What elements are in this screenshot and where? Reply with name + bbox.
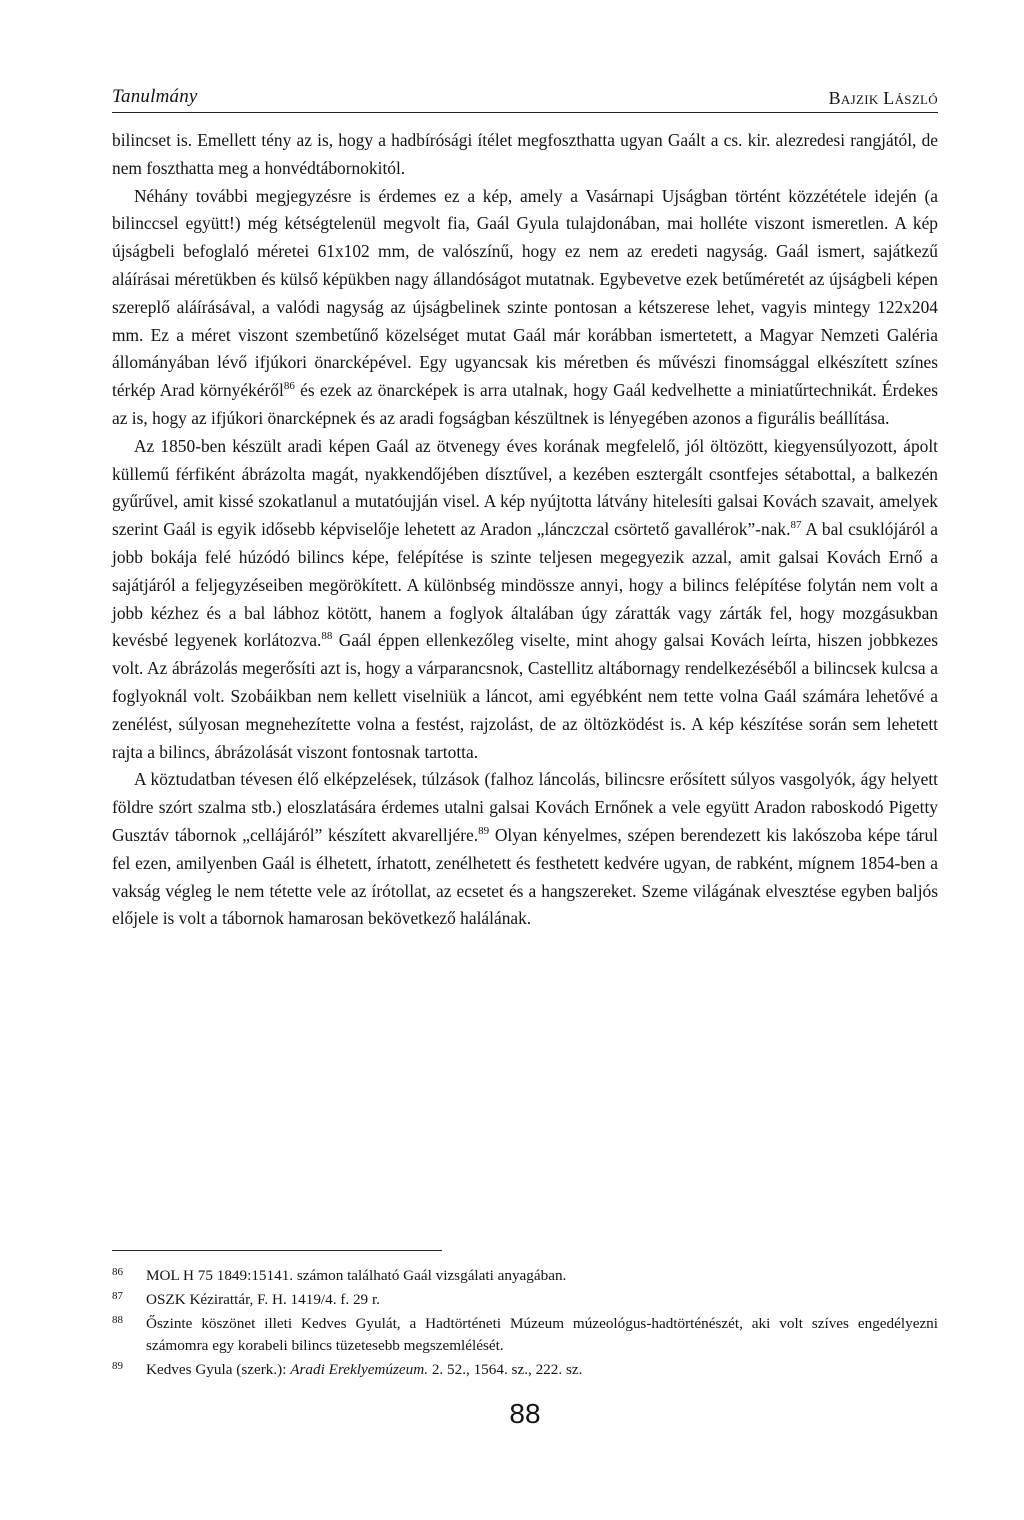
author-name: Bajzik László: [828, 88, 938, 108]
body-text: [112, 127, 938, 933]
footnote: [112, 1359, 938, 1381]
italic-title: Aradi Ereklyemúzeum.: [290, 1361, 429, 1378]
text-run: Őszinte köszönet illeti Kedves Gyulát, a Hadtörténeti Múzeum múzeológus-hadtörténészét, aki volt szíves engedélyezni számomra egy korabeli bilincs tüzetesebb megszemlélését.: [146, 1315, 938, 1354]
text-run: Néhány további megjegyzésre is érdemes ez a kép, amely a Vasárnapi Ujságban történt közzététele idején (a bilinccsel együtt!) még kétségtelenül megvolt fia, Gaál Gyula tulajdonában, mai holléte viszont ismeretlen. A kép újságbeli befoglaló méretei 61x102 mm, de valószínű, hogy ez nem az eredeti nagyság. Gaál ismert, sajátkezű aláírásai méretükben és külső képükben nagy állandóságot mutatnak. Egybevetve ezek betűméretét az újságbeli képen szereplő aláírásával, a valódi nagyság az újságbelinek szinte pontosan a kétszerese lehet, vagyis mintegy 122x204 mm. Ez a méret viszont szembetűnő közelséget mutat Gaál már korábban ismertetett, a Magyar Nemzeti Galéria állományában lévő ifjúkori önarcképével. Egy ugyancsak kis méretben és művészi finomsággal elkészített színes térkép Arad környékéről: [112, 185, 938, 401]
section-title: Tanulmány: [112, 86, 198, 107]
footnote-reference: 86: [283, 380, 295, 393]
text-run: Olyan kényelmes, szépen berendezett kis lakószoba képe tárul fel ezen, amilyenben Gaál is élhetett, írhatott, zenélhetett és festhetett kedvére ugyan, de rabként, mígnem 1854-ben a vakság végleg le nem tétette vele az írótollat, az ecsetet és a hangszereket. Szeme világának elvesztése egyben baljós előjele is volt a tábornok hamarosan bekövetkező halálának.: [112, 824, 938, 929]
footnote-reference: 89: [478, 825, 490, 838]
page-number: 88: [509, 1398, 541, 1429]
paragraph: [112, 433, 938, 767]
footnote-separator: [112, 1250, 442, 1251]
paragraph: [112, 766, 938, 933]
footnote-number: 88: [112, 1314, 123, 1326]
paragraph: [112, 183, 938, 433]
text-run: Kedves Gyula (szerk.):: [146, 1361, 291, 1378]
text-run: MOL H 75 1849:15141. számon található Gaál vizsgálati anyagában.: [146, 1267, 567, 1284]
document-page: [112, 0, 938, 1520]
text-run: OSZK Kézirattár, F. H. 1419/4. f. 29 r.: [146, 1291, 380, 1308]
text-run: A bal csuklójáról a jobb bokája felé húzódó bilincs képe, felépítése is szinte teljesen megegyezik azzal, amit galsai Kovách Ernő a sajátjáról a feljegyzéseiben megörökített. A különbség mindössze annyi, hogy a bilincs felépítése folytán nem volt a jobb kézhez és a bal lábhoz kötött, hanem a foglyok általában úgy záratták vagy zárták fel, hogy mozgásukban kevésbé legyenek korlátozva.: [112, 519, 938, 651]
footnote: [112, 1289, 938, 1311]
text-run: és ezek az önarcképek is arra utalnak, hogy Gaál kedvelhette a miniatűrtechnikát. Érdekes az is, hogy az ifjúkori önarcképnek és az aradi fogságban készültnek is lényegében azonos a figurális beállítása.: [112, 380, 938, 428]
text-run: Az 1850-ben készült aradi képen Gaál az ötvenegy éves korának megfelelő, jól öltözött, kiegyensúlyozott, ápolt küllemű férfiként ábrázolta magát, nyakkendőjében dísztűvel, a kezében esztergált csontfejes sétabottal, a balkezén gyűrűvel, amit kissé szokatlanul a mutatóujján visel. A kép nyújtotta látvány hitelesíti galsai Kovách szavait, amelyek szerint Gaál is egyik idősebb képviselője lehetett az Aradon „lánczczal csörtető gavallérok”-nak.: [112, 435, 938, 540]
text-run: bilincset is. Emellett tény az is, hogy a hadbírósági ítélet megfoszthatta ugyan Gaált a cs. kir. alezredesi rangjától, de nem foszthatta meg a honvédtábornokitól.: [112, 130, 938, 178]
footnote-number: 87: [112, 1290, 123, 1302]
running-head: [112, 86, 938, 113]
text-run: Gaál éppen ellenkezőleg viselte, mint ahogy galsai Kovách leírta, hiszen jobbkezes volt. Az ábrázolás megerősíti azt is, hogy a várparancsnok, Castellitz altábornagy rendelkezéséből a bilincsek kulcsa a foglyoknál volt. Szobáikban nem kellett viselniük a láncot, ami egyébként nem tette volna Gaál számára lehetővé a zenélést, súlyosan megnehezítette volna a festést, rajzolást, de az öltözködést is. A kép készítése során sem lehetett rajta a bilincs, ábrázolását viszont fontosnak tartotta.: [112, 630, 938, 762]
footnote-reference: 87: [790, 519, 802, 532]
footnote-number: 86: [112, 1266, 123, 1278]
footnotes: [112, 1265, 938, 1383]
footnote: [112, 1265, 938, 1287]
text-run: 2. 52., 1564. sz., 222. sz.: [428, 1361, 583, 1378]
text-run: A köztudatban tévesen élő elképzelések, túlzások (falhoz láncolás, bilincsre erősített súlyos vasgolyók, ágy helyett földre szórt szalma stb.) eloszlatására érdemes utalni galsai Kovách Ernőnek a vele együtt Aradon raboskodó Pigetty Gusztáv tábornok „cellájáról” készített akvarelljére.: [112, 769, 938, 845]
paragraph: [112, 127, 938, 183]
footnote: [112, 1313, 938, 1357]
footnote-number: 89: [112, 1360, 123, 1372]
footnote-reference: 88: [321, 630, 333, 643]
